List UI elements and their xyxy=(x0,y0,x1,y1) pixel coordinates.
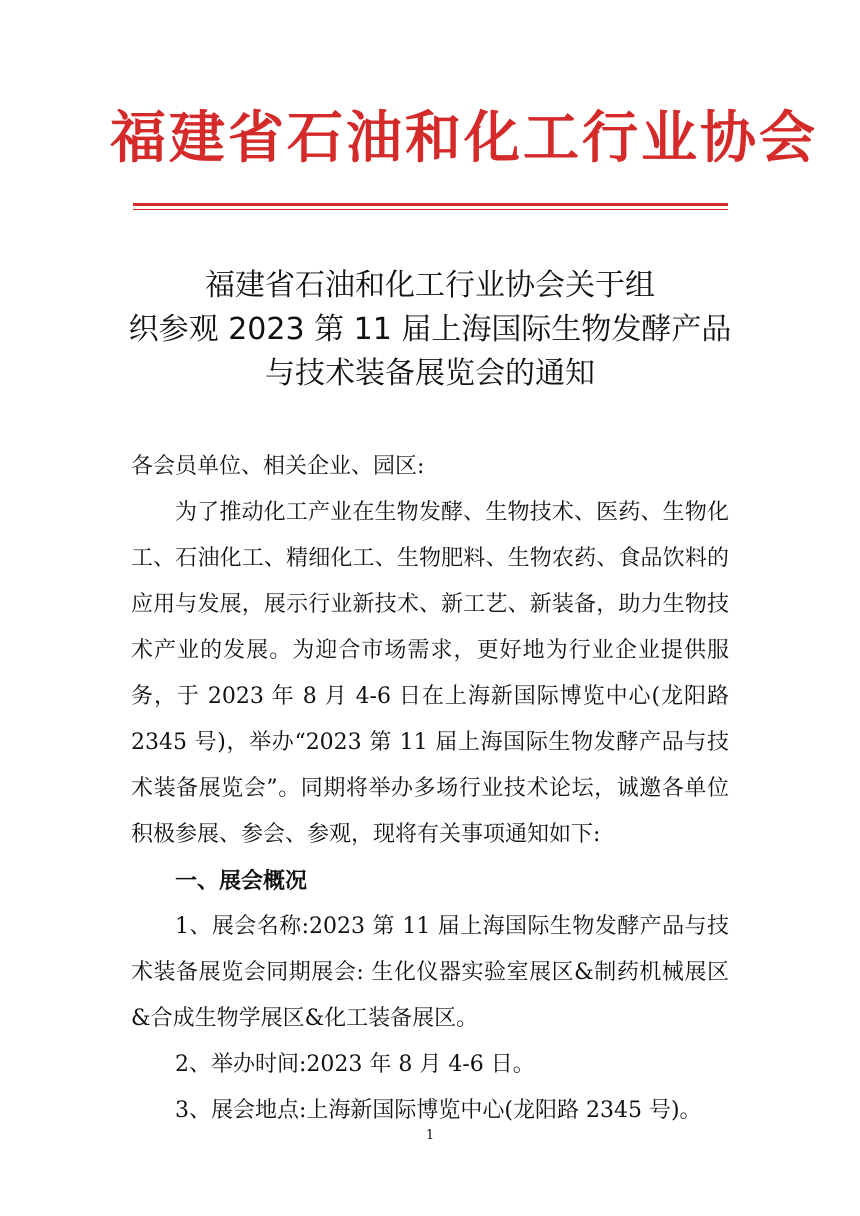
letterhead-organization-name: 福建省石油和化工行业协会 xyxy=(110,105,818,171)
document-body xyxy=(131,444,729,1134)
item-exhibition-date: 2、举办时间:2023 年 8 月 4-6 日。 xyxy=(175,1052,535,1077)
page-number: 1 xyxy=(425,1128,435,1143)
item-exhibition-name: 1、展会名称:2023 第 11 届上海国际生物发酵产品与技术装备展览会同期展会: 生化仪器实验室展区&制药机械展区&合成生物学展区&化工装备展区。 xyxy=(131,914,729,1031)
salutation: 各会员单位、相关企业、园区: xyxy=(131,454,425,479)
item-exhibition-venue: 3、展会地点:上海新国际博览中心(龙阳路 2345 号)。 xyxy=(175,1098,702,1123)
title-line-3: 与技术装备展览会的通知 xyxy=(265,356,595,391)
letterhead-divider-thin xyxy=(133,209,728,210)
document-title xyxy=(128,264,732,396)
title-line-2: 织参观 2023 第 11 届上海国际生物发酵产品 xyxy=(128,312,732,347)
letterhead-divider-thick xyxy=(133,203,728,206)
section-heading-overview: 一、展会概况 xyxy=(175,868,308,894)
intro-paragraph: 为了推动化工产业在生物发酵、生物技术、医药、生物化工、石油化工、精细化工、生物肥料、生物农药、食品饮料的应用与发展，展示行业新技术、新工艺、新装备，助力生物技术产业的发展。为迎合市场需求，更好地为行业企业提供服务，于 2023 年 8 月 4-6 日在上海新国际博览中心(龙阳路 2345 号)，举办“2023 第 11 届上海国际生物发酵产品与技术装备展览会”。同期将举办多场行业技术论坛，诚邀各单位积极参展、参会、参观，现将有关事项通知如下: xyxy=(131,500,729,847)
title-line-1: 福建省石油和化工行业协会关于组 xyxy=(205,268,655,303)
